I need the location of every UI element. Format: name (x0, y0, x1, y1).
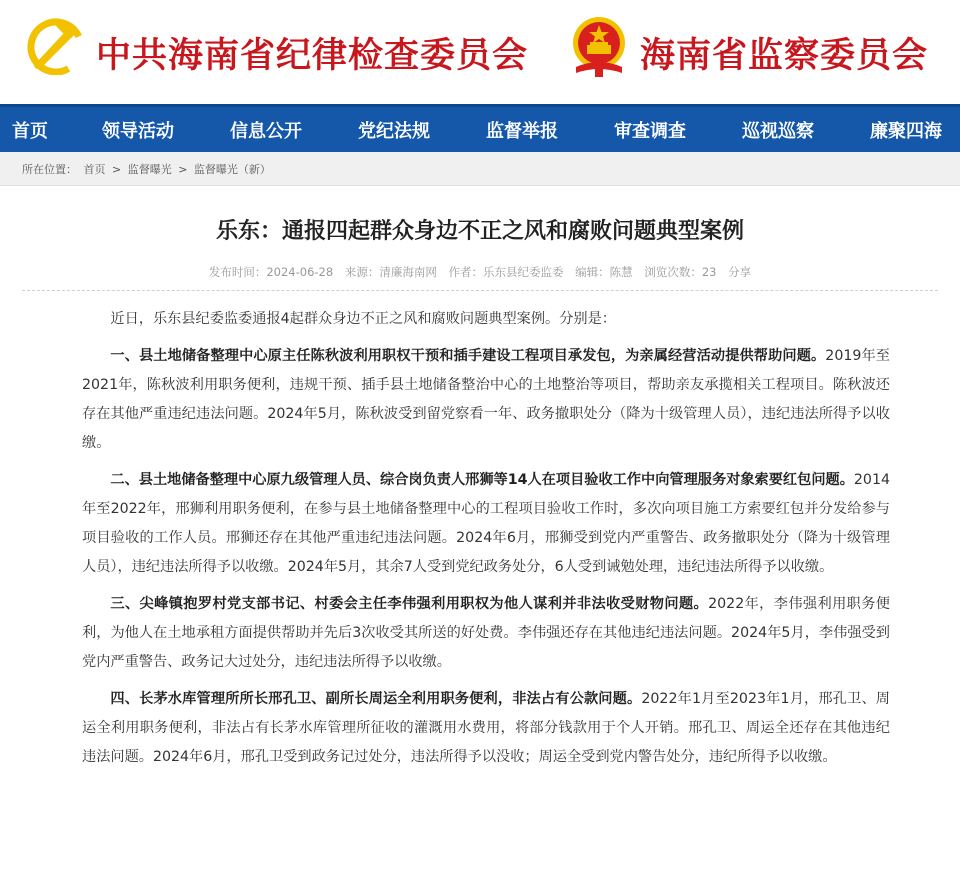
breadcrumb-link-home[interactable]: 首页 (83, 163, 106, 176)
breadcrumb-prefix: 所在位置： (22, 163, 77, 176)
nav-item-integrity[interactable]: 廉聚四海 (870, 121, 942, 142)
meta-divider (22, 290, 938, 291)
party-commission-title: 中共海南省纪律检查委员会 (96, 35, 529, 76)
article-author: 作者：乐东县纪委监委 (448, 265, 564, 279)
view-count: 浏览次数：23 (644, 265, 717, 279)
article-source: 来源：清廉海南网 (344, 265, 437, 279)
case-body: 2022年，李伟强利用职务便利，为他人在土地承租方面提供帮助并先后3次收受其所送的好处费。李伟强还存在其他违纪违法问题。2024年5月，李伟强受到党内严重警告、政务记大过处分，违纪违法所得予以收缴。 (82, 596, 890, 670)
article-body (82, 305, 890, 780)
case-paragraph (82, 466, 890, 582)
breadcrumb-link-exposure-new[interactable]: 监督曝光（新） (193, 163, 271, 176)
case-heading: 二、县土地储备整理中心原九级管理人员、综合岗负责人邢狮等14人在项目验收工作中向管理服务对象索要红包问题。 (110, 472, 854, 488)
nav-item-home[interactable]: 首页 (12, 121, 48, 142)
article-editor: 编辑：陈慧 (575, 265, 633, 279)
case-body: 2022年1月至2023年1月，邢孔卫、周运全利用职务便利，非法占有长茅水库管理所征收的灌溉用水费用，将部分钱款用于个人开销。邢孔卫、周运全还存在其他违纪违法问题。2024年6月，邢孔卫受到政务记过处分，违法所得予以没收；周运全受到党内警告处分，违纪所得予以收缴。 (82, 691, 890, 765)
share-button[interactable]: 分享 (728, 265, 752, 279)
supervisory-commission-title: 海南省监察委员会 (640, 35, 929, 76)
case-paragraph (82, 342, 890, 458)
case-paragraph (82, 590, 890, 677)
breadcrumb-separator: > (178, 163, 188, 176)
nav-item-inspection[interactable]: 巡视巡察 (742, 121, 814, 142)
case-heading: 四、长茅水库管理所所长邢孔卫、副所长周运全利用职务便利，非法占有公款问题。 (110, 691, 642, 707)
hammer-sickle-icon (26, 17, 82, 75)
article-meta (0, 264, 960, 280)
case-paragraph (82, 685, 890, 772)
breadcrumb-link-exposure[interactable]: 监督曝光 (127, 163, 172, 176)
case-body: 2019年至2021年，陈秋波利用职务便利，违规干预、插手县土地储备整治中心的土地整治等项目，帮助亲友承揽相关工程项目。陈秋波还存在其他严重违纪违法问题。2024年5月，陈秋波受到留党察看一年、政务撤职处分（降为十级管理人员），违纪违法所得予以收缴。 (82, 348, 890, 451)
breadcrumb-bar (0, 152, 960, 186)
case-heading: 一、县土地储备整理中心原主任陈秋波利用职权干预和插手建设工程项目承发包，为亲属经营活动提供帮助问题。 (110, 348, 826, 364)
site-header (0, 0, 960, 104)
breadcrumb-separator: > (112, 163, 122, 176)
nav-item-report[interactable]: 监督举报 (486, 121, 558, 142)
nav-item-disclosure[interactable]: 信息公开 (230, 121, 302, 142)
breadcrumb (22, 161, 274, 177)
nav-item-regulations[interactable]: 党纪法规 (358, 121, 430, 142)
main-nav (0, 104, 960, 152)
national-emblem-icon (568, 13, 630, 79)
nav-item-investigation[interactable]: 审查调查 (614, 121, 686, 142)
publish-date: 发布时间：2024-06-28 (208, 265, 334, 279)
article-intro: 近日，乐东县纪委监委通报4起群众身边不正之风和腐败问题典型案例。分别是： (110, 311, 616, 327)
case-body: 2014年至2022年，邢狮利用职务便利，在参与县土地储备整理中心的工程项目验收工作时，多次向项目施工方索要红包并分发给参与项目验收的工作人员。邢狮还存在其他严重违纪违法问题。2024年6月，邢狮受到党内严重警告、政务撤职处分（降为十级管理人员），违纪违法所得予以收缴。2024年5月，其余7人受到党纪政务处分，6人受到诫勉处理，违纪违法所得予以收缴。 (82, 472, 890, 575)
case-heading: 三、尖峰镇抱罗村党支部书记、村委会主任李伟强利用职权为他人谋利并非法收受财物问题。 (110, 596, 709, 612)
article-title: 乐东：通报四起群众身边不正之风和腐败问题典型案例 (215, 219, 744, 244)
nav-item-leadership[interactable]: 领导活动 (102, 121, 174, 142)
